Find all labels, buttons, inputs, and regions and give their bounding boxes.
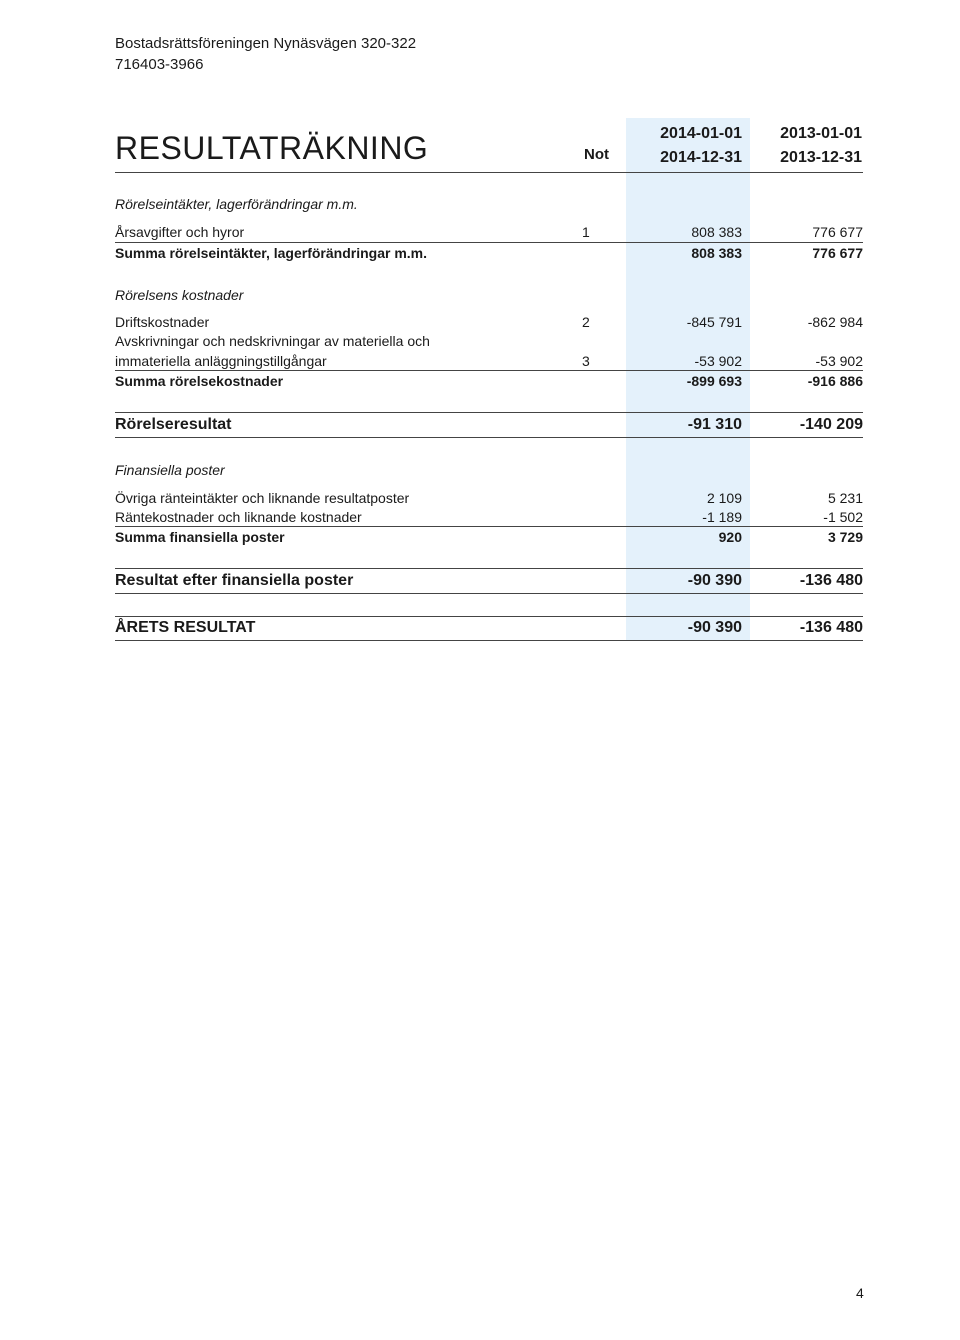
row-value-2014: -90 390 — [687, 619, 742, 636]
rule-operating-bottom — [115, 437, 863, 438]
table-row — [115, 351, 863, 371]
rule-operating-top — [115, 412, 863, 413]
table-row-sum — [115, 527, 863, 547]
table-row — [115, 507, 863, 527]
row-label: Övriga ränteintäkter och liknande resultatposter — [115, 490, 410, 506]
row-label: immateriella anläggningstillgångar — [115, 353, 327, 369]
rule-result-top — [115, 568, 863, 569]
row-value-2013: -862 984 — [807, 314, 863, 330]
row-value-2013: -53 902 — [815, 353, 863, 369]
row-value-2014: 2 109 — [706, 490, 742, 506]
row-label: Driftskostnader — [115, 314, 210, 330]
table-row-sum — [115, 371, 863, 391]
rule-result-bottom — [115, 593, 863, 594]
row-note: 3 — [582, 353, 590, 369]
row-value-2013: 5 231 — [827, 490, 863, 506]
row-value-2013: 3 729 — [827, 529, 863, 545]
row-label: Summa finansiella poster — [115, 529, 285, 545]
org-name: Bostadsrättsföreningen Nynäsvägen 320-322 — [115, 35, 417, 52]
row-value-2014: -1 189 — [702, 509, 742, 525]
row-value-2013: -916 886 — [807, 373, 863, 389]
table-row — [115, 331, 863, 351]
row-label: Summa rörelseintäkter, lagerförändringar m.m. — [115, 245, 427, 261]
row-value-2014: 808 383 — [691, 245, 742, 261]
table-row — [115, 312, 863, 332]
row-label: Rörelsens kostnader — [115, 287, 244, 303]
table-row — [115, 488, 863, 508]
row-label: Årsavgifter och hyror — [115, 224, 245, 240]
row-label: Avskrivningar och nedskrivningar av materiella och — [115, 333, 430, 349]
row-value-2013: -140 209 — [799, 416, 863, 433]
table-row-operating-result — [115, 415, 863, 435]
row-label: Finansiella poster — [115, 462, 225, 478]
row-value-2013: -136 480 — [799, 619, 863, 636]
column-header-2013-to: 2013-12-31 — [780, 149, 862, 166]
org-number: 716403-3966 — [115, 56, 204, 73]
rule-header — [115, 172, 863, 173]
row-note: 1 — [582, 224, 590, 240]
section-heading-costs — [115, 285, 863, 305]
row-value-2013: -136 480 — [799, 572, 863, 589]
section-heading-financial — [115, 460, 863, 480]
row-label: Rörelseintäkter, lagerförändringar m.m. — [115, 196, 358, 212]
page-title: RESULTATRÄKNING — [115, 130, 429, 166]
row-value-2014: -91 310 — [687, 416, 742, 433]
section-heading-revenue — [115, 194, 863, 214]
column-header-not: Not — [584, 146, 609, 163]
table-row-sum — [115, 243, 863, 263]
row-label: Summa rörelsekostnader — [115, 373, 284, 389]
column-header-2014-from: 2014-01-01 — [660, 125, 742, 142]
table-row — [115, 222, 863, 242]
row-value-2014: -845 791 — [686, 314, 742, 330]
row-label: Resultat efter finansiella poster — [115, 572, 354, 589]
org-header — [115, 33, 416, 75]
row-value-2013: 776 677 — [812, 245, 863, 261]
row-value-2014: -90 390 — [687, 572, 742, 589]
row-value-2014: -53 902 — [694, 353, 742, 369]
column-header-2013 — [712, 122, 862, 170]
table-row-result-after-financial — [115, 571, 863, 591]
column-header-2014-to: 2014-12-31 — [660, 149, 742, 166]
row-label: Rörelseresultat — [115, 416, 232, 433]
row-value-2014: 920 — [718, 529, 742, 545]
row-value-2013: -1 502 — [823, 509, 863, 525]
row-label: Räntekostnader och liknande kostnader — [115, 509, 362, 525]
row-value-2014: 808 383 — [691, 224, 742, 240]
page-number: 4 — [856, 1285, 864, 1301]
row-value-2014: -899 693 — [686, 373, 742, 389]
row-note: 2 — [582, 314, 590, 330]
row-value-2013: 776 677 — [812, 224, 863, 240]
column-header-2013-from: 2013-01-01 — [780, 125, 862, 142]
table-row-year-result — [115, 618, 863, 638]
rule-year-bottom — [115, 640, 863, 641]
row-label: ÅRETS RESULTAT — [115, 619, 256, 636]
rule-year-top — [115, 616, 863, 617]
